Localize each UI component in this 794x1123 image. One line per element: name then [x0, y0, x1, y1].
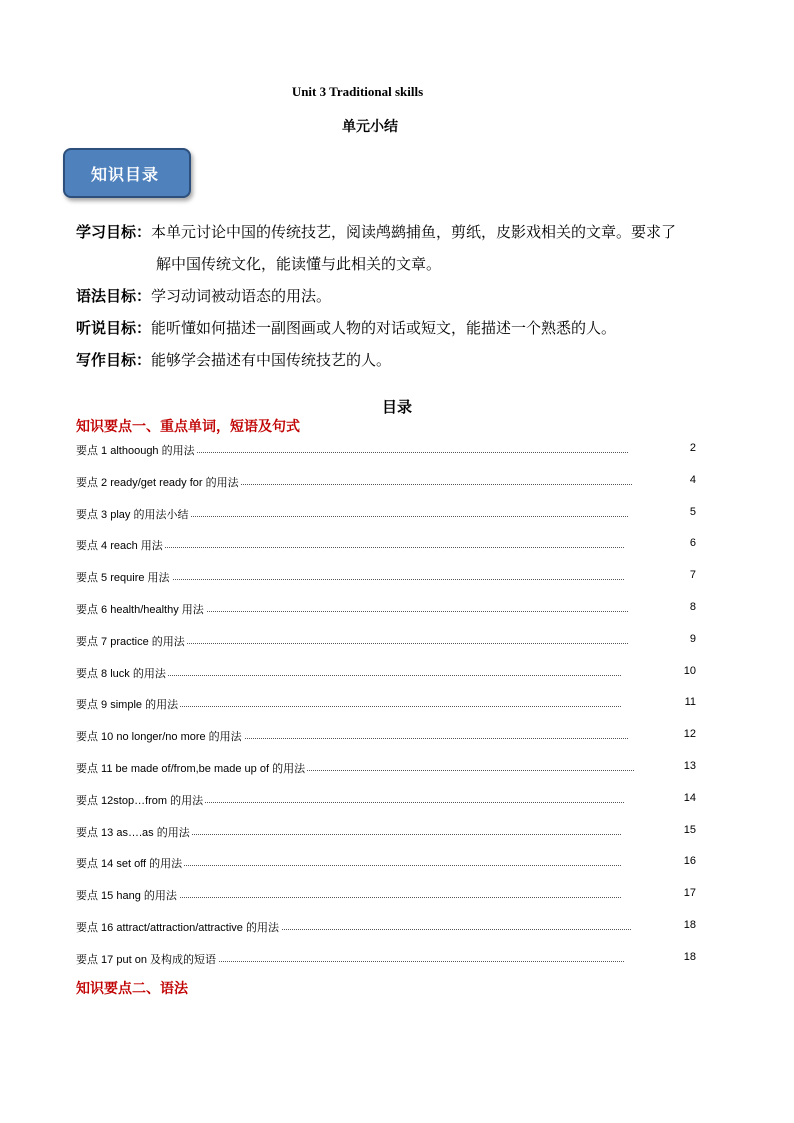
goals-section: [76, 216, 726, 376]
badge-label: 知识目录: [91, 164, 160, 184]
toc-item[interactable]: [76, 696, 696, 714]
toc-item[interactable]: [76, 951, 696, 969]
toc-item-text: 要点 11 be made of/from,be made up of 的用法: [76, 760, 307, 776]
toc-item[interactable]: [76, 855, 696, 873]
goal-learning-continuation: 解中国传统文化，能读懂与此相关的文章。: [156, 255, 442, 273]
goal-label: 听说目标：: [76, 319, 152, 337]
goal-listening-speaking: [76, 312, 726, 344]
unit-title: Unit 3 Traditional skills: [291, 84, 424, 99]
toc-item-text: 要点 9 simple 的用法: [76, 696, 180, 712]
toc-badge: [63, 148, 191, 198]
toc-item-page: 5: [689, 505, 696, 518]
goal-text: 学习动词被动语态的用法。: [151, 287, 332, 305]
toc-item-page: 12: [683, 728, 696, 741]
toc-item-text: 要点 14 set off 的用法: [76, 855, 184, 871]
goal-writing: [76, 344, 726, 376]
toc-item-text: 要点 12stop…from 的用法: [76, 792, 205, 808]
toc-item[interactable]: [76, 537, 696, 555]
toc-item[interactable]: [76, 442, 696, 460]
toc-item[interactable]: [76, 633, 696, 651]
goal-text: 本单元讨论中国的传统技艺，阅读鸬鹚捕鱼，剪纸，皮影戏相关的文章。要求了: [151, 223, 677, 241]
goal-grammar: [76, 280, 726, 312]
toc-item-text: 要点 7 practice 的用法: [76, 633, 187, 649]
toc-item-text: 要点 15 hang 的用法: [76, 887, 179, 903]
goal-learning: [76, 216, 726, 248]
toc-item-page: 11: [684, 696, 696, 709]
toc-item[interactable]: [76, 887, 696, 905]
toc-item-page: 9: [689, 632, 696, 645]
toc-section-2-heading: 知识要点二、语法: [76, 981, 188, 997]
toc-item-text: 要点 16 attract/attraction/attractive 的用法: [76, 919, 281, 935]
goal-text: 能够学会描述有中国传统技艺的人。: [151, 351, 392, 369]
toc-item-page: 14: [683, 791, 696, 804]
toc-item-text: 要点 17 put on 及构成的短语: [76, 951, 218, 967]
page-subtitle: 单元小结: [342, 119, 398, 135]
toc-item-page: 4: [689, 473, 696, 486]
toc-item-page: 6: [689, 537, 696, 550]
toc-item-text: 要点 4 reach 用法: [76, 537, 165, 553]
toc-item[interactable]: [76, 760, 696, 778]
toc-item[interactable]: [76, 506, 696, 524]
toc-item[interactable]: [76, 665, 696, 683]
toc-item[interactable]: [76, 792, 696, 810]
toc-item[interactable]: [76, 824, 696, 842]
toc-item-page: 18: [683, 919, 696, 931]
toc-item-page: 2: [689, 442, 696, 454]
goal-label: 语法目标：: [76, 287, 152, 305]
goal-text: 能听懂如何描述一副图画或人物的对话或短文，能描述一个熟悉的人。: [151, 319, 617, 337]
toc-item[interactable]: [76, 569, 696, 587]
toc-item-text: 要点 1 althoough 的用法: [76, 442, 197, 458]
goal-label: 学习目标：: [76, 223, 152, 241]
toc-section-1-heading: 知识要点一、重点单词，短语及句式: [76, 419, 300, 435]
toc-title: 目录: [381, 398, 412, 416]
toc-item[interactable]: [76, 601, 696, 619]
toc-item-text: 要点 2 ready/get ready for 的用法: [76, 474, 241, 490]
toc-item-text: 要点 8 luck 的用法: [76, 665, 168, 681]
toc-item-text: 要点 6 health/healthy 用法: [76, 601, 206, 617]
toc-item-page: 18: [683, 950, 696, 963]
toc-item-page: 17: [683, 887, 696, 900]
toc-item[interactable]: [76, 919, 696, 937]
toc-item-page: 13: [683, 760, 696, 772]
toc-item[interactable]: [76, 728, 696, 746]
toc-item-text: 要点 5 require 用法: [76, 569, 172, 585]
toc-item-page: 8: [689, 601, 696, 613]
toc-item-page: 15: [683, 823, 696, 836]
goal-label: 写作目标：: [76, 351, 152, 369]
toc-item[interactable]: [76, 474, 696, 492]
toc-item-page: 7: [689, 569, 696, 582]
toc-item-text: 要点 10 no longer/no more 的用法: [76, 728, 244, 744]
toc-item-page: 10: [683, 664, 696, 677]
toc-item-text: 要点 3 play 的用法小结: [76, 506, 190, 522]
toc-item-text: 要点 13 as….as 的用法: [76, 824, 192, 840]
toc-item-page: 16: [683, 855, 696, 868]
